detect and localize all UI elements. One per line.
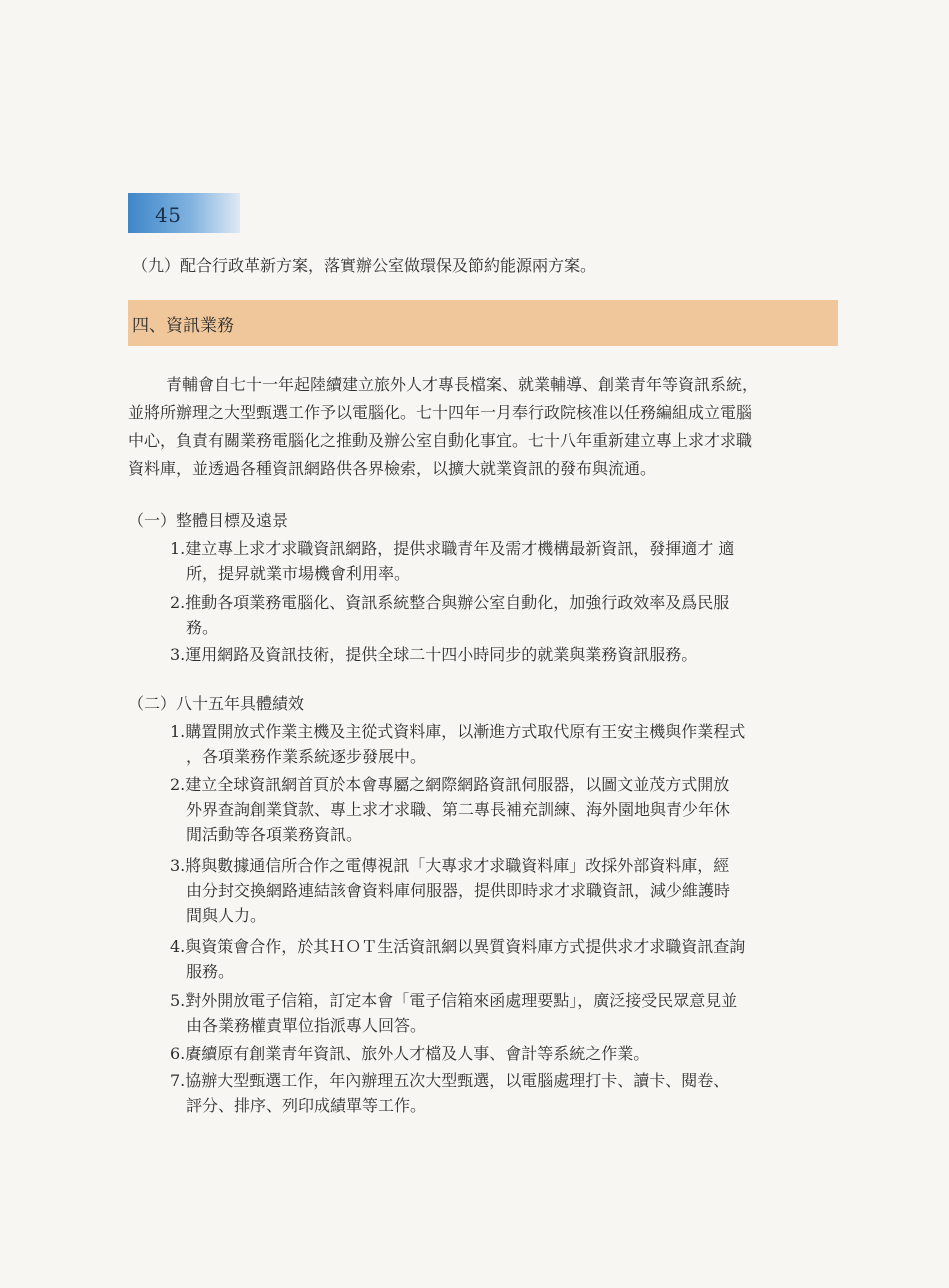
- part1-item: 1.建立專上求才求職資訊網路，提供求職青年及需才機構最新資訊，發揮適才 適: [170, 539, 735, 558]
- item-nine: （九）配合行政革新方案，落實辦公室做環保及節約能源兩方案。: [132, 256, 597, 275]
- intro-line: 中心，負責有關業務電腦化之推動及辦公室自動化事宜。七十八年重新建立專上求才求職: [128, 431, 753, 450]
- part2-item-cont: 服務。: [186, 962, 235, 981]
- part1-item-cont: 所，提昇就業市場機會利用率。: [186, 564, 411, 583]
- part2-item: 1.購置開放式作業主機及主從式資料庫，以漸進方式取代原有王安主機與作業程式: [170, 722, 746, 741]
- part1-item: 2.推動各項業務電腦化、資訊系統整合與辦公室自動化，加強行政效率及爲民服: [170, 593, 730, 612]
- part2-item: 4.與資策會合作，於其ＨＯＴ生活資訊網以異質資料庫方式提供求才求職資訊查詢: [170, 937, 746, 956]
- part2-item: 3.將與數據通信所合作之電傳視訊「大專求才求職資料庫」改採外部資料庫，經: [170, 856, 730, 875]
- part2-item: 6.賡續原有創業青年資訊、旅外人才檔及人事、會計等系統之作業。: [170, 1044, 650, 1063]
- intro-line: 並將所辦理之大型甄選工作予以電腦化。七十四年一月奉行政院核准以任務編組成立電腦: [128, 403, 753, 422]
- part2-item-cont: 評分、排序、列印成績單等工作。: [186, 1096, 427, 1115]
- part1-item-cont: 務。: [186, 618, 219, 637]
- section-heading-bar: [128, 300, 838, 346]
- part2-item-cont: 間與人力。: [186, 906, 267, 925]
- part2-item-cont: 由各業務權責單位指派專人回答。: [186, 1016, 427, 1035]
- part1-title: （一）整體目標及遠景: [128, 511, 289, 530]
- part2-item-cont: 由分封交換網路連結該會資料庫伺服器，提供即時求才求職資訊，減少維護時: [186, 881, 731, 900]
- page-number-tab: [128, 193, 240, 233]
- intro-line: 資料庫，並透過各種資訊網路供各界檢索，以擴大就業資訊的發布與流通。: [128, 459, 657, 478]
- part2-item: 2.建立全球資訊網首頁於本會專屬之網際網路資訊伺服器，以圖文並茂方式開放: [170, 775, 730, 794]
- part2-item: 7.協辦大型甄選工作，年內辦理五次大型甄選，以電腦處理打卡、讀卡、閱卷、: [170, 1071, 730, 1090]
- part1-item: 3.運用網路及資訊技術，提供全球二十四小時同步的就業與業務資訊服務。: [170, 645, 698, 664]
- intro-line: 青輔會自七十一年起陸續建立旅外人才專長檔案、就業輔導、創業青年等資訊系統，: [166, 375, 759, 394]
- section-heading: 四、資訊業務: [132, 316, 234, 336]
- page-number: 45: [155, 203, 182, 227]
- part2-item: 5.對外開放電子信箱，訂定本會「電子信箱來函處理要點」，廣泛接受民眾意見並: [170, 991, 738, 1010]
- part2-item-cont: 外界查詢創業貸款、專上求才求職、第二專長補充訓練、海外園地與青少年休: [186, 800, 731, 819]
- part2-item-cont: 閒活動等各項業務資訊。: [186, 825, 363, 844]
- part2-title: （二）八十五年具體績效: [128, 694, 305, 713]
- part2-item-cont: ，各項業務作業系統逐步發展中。: [186, 747, 427, 766]
